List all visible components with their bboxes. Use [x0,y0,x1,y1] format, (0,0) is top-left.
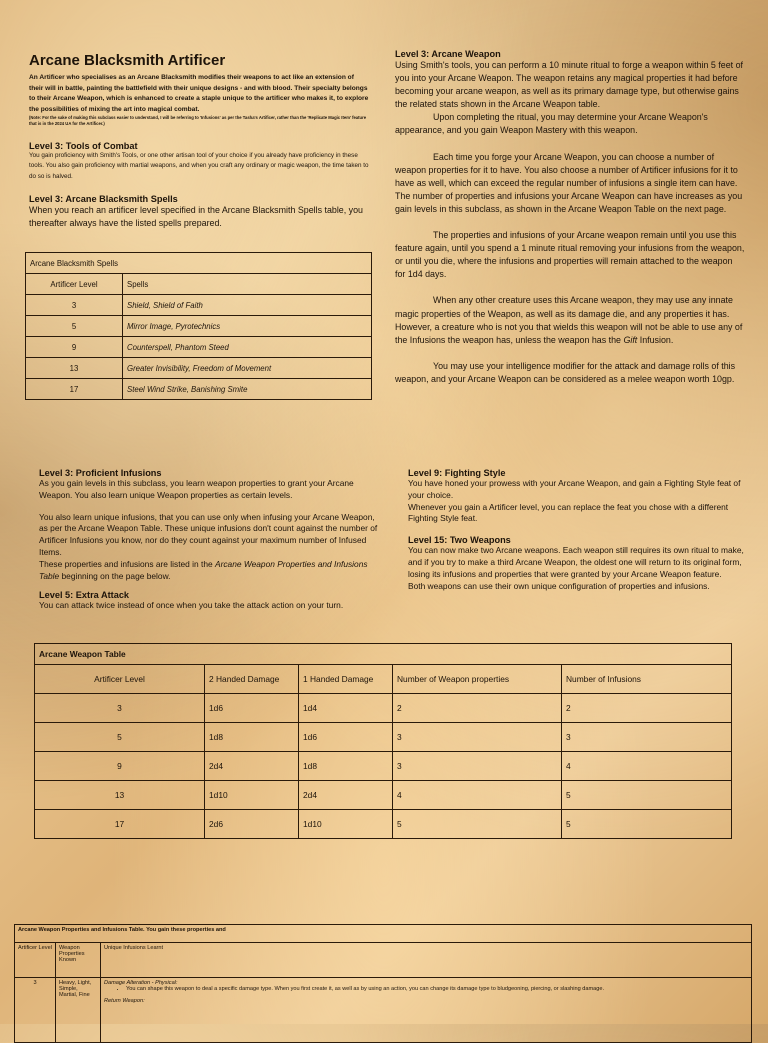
table-cell: 3 [15,978,56,1043]
spells-table [25,252,372,400]
props-table-header: Artificer Level [15,943,56,978]
extra-attack-heading: Level 5: Extra Attack [39,590,130,601]
properties-infusions-table [14,924,752,1043]
table-cell: Mirror Image, Pyrotechnics [123,316,372,337]
table-cell: 5 [562,810,732,839]
table-cell: 1d8 [205,723,299,752]
list-item: • You can shape this weapon to deal a specific damage type. When you first create it, as well as by using an action, you can change its damage type to bludgeoning, piercing, or slashing damage. [126,986,748,992]
table-cell: 3 [393,723,562,752]
tools-text: You gain proficiency with Smith's Tools, or one other artisan tool of your choice if you already have proficiency in these tools. You also gain proficiency with martial weapons, and when you craft any ordinary or magic weapon, the time taken to do so is halved. [29,151,369,180]
table-cell: 1d6 [205,694,299,723]
weapon-p6: You may use your intelligence modifier for the attack and damage rolls of this weapon, and your Arcane Weapon can be considered as a melee weapon worth 10gp. [395,360,736,384]
table-cell: 9 [35,752,205,781]
weapon-p5-text: When any other creature uses this Arcane weapon, they may use any innate magic properties of the Weapon, as well as its damage die, and any properties it has. However, a creature who is not you that wields this weapon will not be able to use any of the Infusions the weapon has, unless the weapon has the [395,295,743,345]
table-cell: 1d6 [299,723,393,752]
lower-left-column [39,468,379,612]
weapon-p4: The properties and infusions of your Arcane weapon remain until you use this feature again, until you spend a 1 minute ritual removing your infusions from the weapon, or until you die, where the infusions and properties will remain attached to the weapon for 1d4 days. [395,230,745,280]
table-cell: 2d4 [299,781,393,810]
table-row [26,379,372,400]
table-cell: 5 [393,810,562,839]
table-cell: 2d6 [205,810,299,839]
infusion-title: Damage Alteration - Physical: [104,980,178,986]
spells-table-header: Artificer Level [26,274,123,295]
note-text: (Note: For the sake of making this subclass easier to understand, I will be referring to 'Infusions' as per the Tasha's Artificer, rather than the 'Replicate Magic Item' feature that is in the 2024 UA for the Artificer.) [29,115,367,126]
table-cell: 2 [562,694,732,723]
table-cell: 17 [35,810,205,839]
table-cell: 5 [562,781,732,810]
table-cell: 2 [393,694,562,723]
spells-text: When you reach an artificer level specified in the Arcane Blacksmith Spells table, you thereafter always have the listed spells prepared. [29,205,363,229]
fighting-style-p2: Whenever you gain a Artificer level, you can replace the feat you chose with a different Fighting Style feat. [408,501,729,524]
weapon-table-header: Number of Infusions [562,665,732,694]
intro-text: An Artificer who specialises as an Arcane Blacksmith modifies their weapons to act like an extension of their will in battle, painting the battlefield with their unique designs - and with blood. Their specialty belongs to their Arcane Weapon, which is enhanced to create a staple unique to the artificer who makes it, to explore the possibilities of mixing the art into magical combat. [29,74,369,113]
weapon-p1: Using Smith's tools, you can perform a 10 minute ritual to forge a weapon within 5 feet of you into your Arcane Weapon. The weapon retains any magical properties it had before becoming your arcane weapon, as well as its primary damage type, but otherwise gains the related stats shown in the Arcane Weapon table. [395,60,744,110]
spells-table-header: Spells [123,274,372,295]
infusions-table-ref: Arcane Weapon Properties and Infusions Table [39,558,368,581]
table-row [26,337,372,358]
infusions-p3 [39,559,379,583]
table-cell: Greater Invisibility, Freedom of Movement [123,358,372,379]
table-cell: 5 [26,316,123,337]
left-column [29,52,369,230]
table-cell: Steel Wind Strike, Banishing Smite [123,379,372,400]
props-table-caption: Arcane Weapon Properties and Infusions Table. You gain these properties and [15,925,752,943]
arcane-weapon-table [34,643,732,839]
table-cell: 4 [393,781,562,810]
table-row [35,723,732,752]
infusions-p1: As you gain levels in this subclass, you learn weapon properties to grant your Arcane Weapon. You also learn unique Weapon properties as certain levels. [39,478,354,500]
table-row [35,810,732,839]
table-cell: Shield, Shield of Faith [123,295,372,316]
page-title: Arcane Blacksmith Artificer [29,52,226,69]
table-cell: 1d10 [299,810,393,839]
two-weapons-p1: You can now make two Arcane weapons. Each weapon still requires its own ritual to make, and if you try to make a third Arcane Weapon, the oldest one will return to its original form, losing its infusions and properties that were granted by your Arcane Weapon feature. [408,545,744,579]
table-row [26,358,372,379]
table-cell: 2d4 [205,752,299,781]
weapon-table-caption: Arcane Weapon Table [35,644,732,665]
infusions-heading: Level 3: Proficient Infusions [39,468,162,478]
weapon-table-header: 2 Handed Damage [205,665,299,694]
table-row [35,752,732,781]
props-table-header: Weapon Properties Known [56,943,101,978]
weapon-table-header: Artificer Level [35,665,205,694]
table-cell: Counterspell, Phantom Steed [123,337,372,358]
infusions-p3-end: beginning on the page below. [59,570,171,581]
table-cell: 3 [26,295,123,316]
table-cell: 9 [26,337,123,358]
spells-heading: Level 3: Arcane Blacksmith Spells [29,194,178,205]
table-row [35,694,732,723]
table-cell: 5 [35,723,205,752]
spells-table-caption: Arcane Blacksmith Spells [26,253,372,274]
table-cell: 1d10 [205,781,299,810]
weapon-p5-end: Infusion. [637,334,674,345]
infusion-title: Return Weapon: [104,998,145,1004]
table-row [15,978,752,1043]
extra-attack-text: You can attack twice instead of once when you take the attack action on your turn. [39,600,344,611]
table-cell [101,978,752,1043]
fighting-style-p1: You have honed your prowess with your Arcane Weapon, and gain a Fighting Style feat of your choice. [408,478,741,500]
tools-heading: Level 3: Tools of Combat [29,140,138,151]
infusion-list [104,986,748,992]
table-row [26,316,372,337]
table-cell: 13 [26,358,123,379]
table-cell: 3 [35,694,205,723]
two-weapons-p2: Both weapons can use their own unique configuration of properties and infusions. [408,580,710,591]
table-cell: 17 [26,379,123,400]
weapon-p2: Upon completing the ritual, you may determine your Arcane Weapon's appearance, and you gain Weapon Mastery with this weapon. [395,112,708,136]
table-cell: 4 [562,752,732,781]
lower-right-column [408,468,748,592]
table-row [26,295,372,316]
table-cell: 1d8 [299,752,393,781]
weapon-p5 [395,294,745,346]
props-table-header: Unique Infusions Learnt [101,943,752,978]
weapon-table-header: Number of Weapon properties [393,665,562,694]
arcane-weapon-heading: Level 3: Arcane Weapon [395,49,501,59]
infusions-p3-text: These properties and infusions are listed in the [39,558,215,569]
table-cell: 1d4 [299,694,393,723]
table-row [35,781,732,810]
right-column [395,49,745,386]
table-cell: 3 [562,723,732,752]
table-cell: Heavy, Light, Simple, Martial, Fine [56,978,101,1043]
weapon-p3: Each time you forge your Arcane Weapon, you can choose a number of weapon properties for it to have. You also choose a number of Artificer infusions for it to have as well, which can exceed the regular number of infusions a single item can have. The number of properties and infusions your Arcane Weapon can have increases as you gain levels in this subclass, as shown in the Arcane Weapon Table on the next page. [395,151,743,214]
gift-term: Gift [623,334,638,345]
table-cell: 3 [393,752,562,781]
table-cell: 13 [35,781,205,810]
infusions-p2: You also learn unique infusions, that you can use only when infusing your Arcane Weapon, as per the Arcane Weapon Table. These unique infusions don't count against the number of Artificer Infusions you know, nor do they count against your maximum number of Infused Items. [39,511,378,557]
two-weapons-heading: Level 15: Two Weapons [408,535,511,546]
fighting-style-heading: Level 9: Fighting Style [408,468,506,478]
weapon-table-header: 1 Handed Damage [299,665,393,694]
